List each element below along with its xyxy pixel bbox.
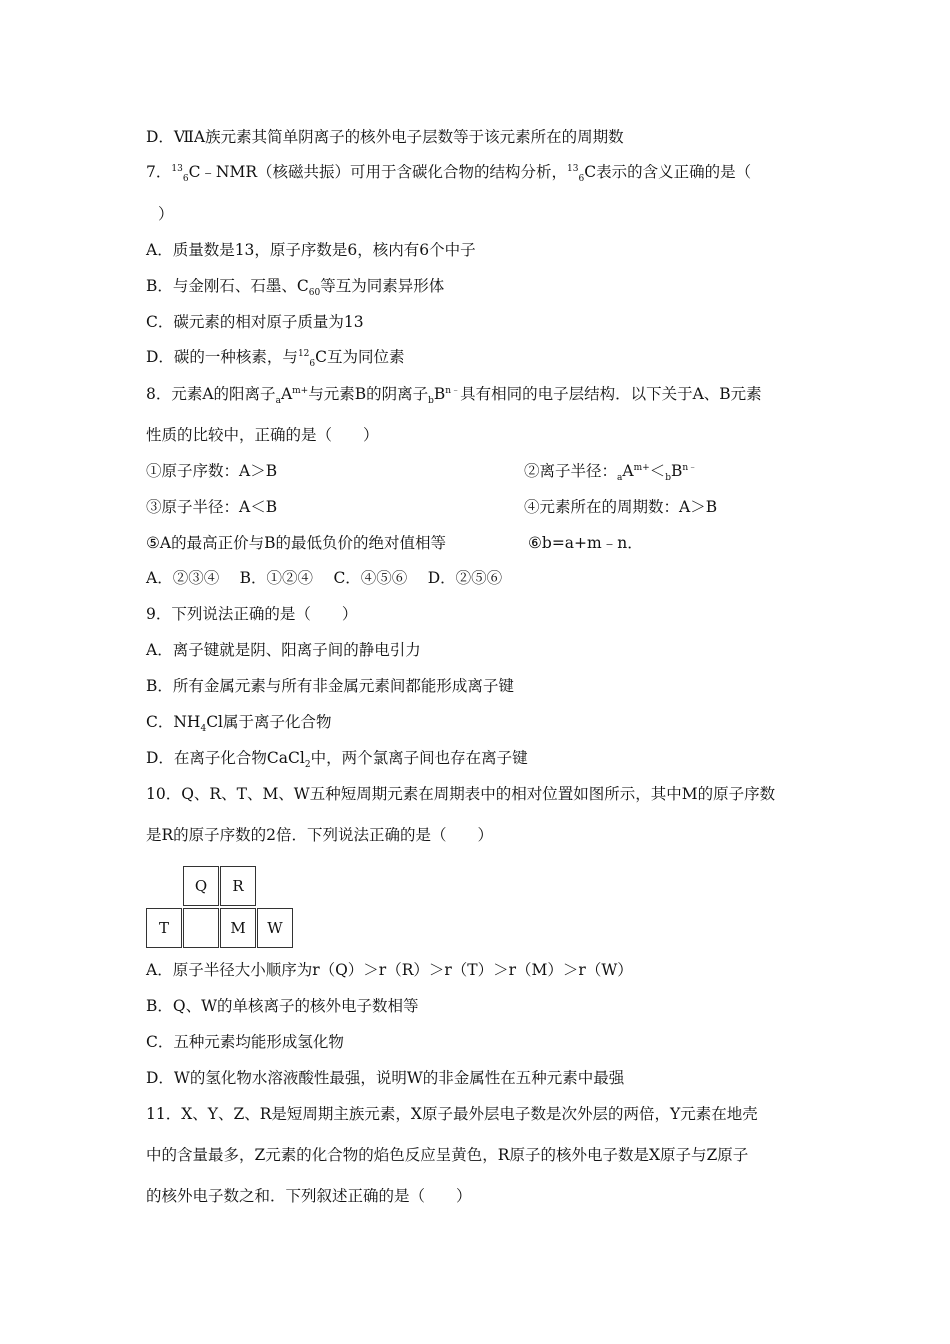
- q7-stem: 7．$^{13}_6$C﹣NMR（核磁共振）可用于含碳化合物的结构分析，$^{13}_6$C表示的含义正确的是（: [146, 163, 752, 185]
- q10-option-b: B．Q、W的单核离子的核外电子数相等: [146, 997, 419, 1015]
- q10-stem: 10．Q、R、T、M、W五种短周期元素在周期表中的相对位置如图所示，其中M的原子序数: [146, 785, 776, 803]
- q7-option-c: C．碳元素的相对原子质量为13: [146, 313, 364, 331]
- q8-item-5: ⑤A的最高正价与B的最低负价的绝对值相等: [146, 534, 446, 552]
- q9-stem: 9．下列说法正确的是（ ）: [146, 605, 358, 623]
- cell-empty: [183, 908, 219, 948]
- q6-option-d: D．ⅦA族元素其简单阴离子的核外电子层数等于该元素所在的周期数: [146, 128, 624, 146]
- q10-stem-cont: 是R的原子序数的2倍．下列说法正确的是（ ）: [146, 826, 494, 844]
- q9-option-b: B．所有金属元素与所有非金属元素间都能形成离子键: [146, 677, 514, 695]
- q8-item-3: ③原子半径：A＜B: [146, 498, 278, 516]
- q9-option-a: A．离子键就是阴、阳离子间的静电引力: [146, 641, 421, 659]
- q7-option-d: D．碳的一种核素，与$^{12}_6$C互为同位素: [146, 348, 405, 370]
- q11-stem-line3: 的核外电子数之和．下列叙述正确的是（ ）: [146, 1187, 472, 1205]
- cell-q: Q: [183, 866, 219, 906]
- q8-item-4: ④元素所在的周期数：A＞B: [524, 498, 718, 516]
- q10-option-d: D．W的氢化物水溶液酸性最强，说明W的非金属性在五种元素中最强: [146, 1069, 625, 1087]
- q8-item-1: ①原子序数：A＞B: [146, 462, 278, 480]
- q9-option-d: D．在离子化合物CaCl$_2$中，两个氯离子间也存在离子键: [146, 749, 528, 771]
- q10-option-a: A．原子半径大小顺序为r（Q）＞r（R）＞r（T）＞r（M）＞r（W）: [146, 961, 633, 979]
- q9-option-c: C．$NH_4Cl$属于离子化合物: [146, 713, 332, 735]
- q7-stem-cont: ）: [158, 205, 174, 223]
- cell-r: R: [220, 866, 256, 906]
- q8-item-2: ②离子半径：$_aA^{m+}<_bB^{n﹣}$: [524, 462, 698, 484]
- q10-option-c: C．五种元素均能形成氢化物: [146, 1033, 344, 1051]
- q8-stem: 8．元素A的阳离子$_aA^{m+}$与元素B的阴离子$_bB^{n﹣}$具有相同的电子层结构．以下关于A、B元素: [146, 385, 762, 407]
- q11-stem-line2: 中的含量最多，Z元素的化合物的焰色反应呈黄色，R原子的核外电子数是X原子与Z原子: [146, 1146, 749, 1164]
- q11-stem: 11．X、Y、Z、R是短周期主族元素，X原子最外层电子数是次外层的两倍，Y元素在地壳: [146, 1105, 758, 1123]
- q7-option-a: A．质量数是13，原子序数是6，核内有6个中子: [146, 241, 476, 259]
- cell-m: M: [220, 908, 256, 948]
- q8-item-6: ⑥b=a+m﹣n．: [528, 534, 643, 552]
- q7-option-b: B．与金刚石、石墨、$C_{60}$等互为同素异形体: [146, 277, 445, 299]
- q8-stem-cont: 性质的比较中，正确的是（ ）: [146, 426, 379, 444]
- periodic-table-fragment: [146, 866, 296, 950]
- q8-choices: A．②③④ B．①②④ C．④⑤⑥ D．②⑤⑥: [146, 569, 503, 587]
- cell-t: T: [146, 908, 182, 948]
- cell-w: W: [257, 908, 293, 948]
